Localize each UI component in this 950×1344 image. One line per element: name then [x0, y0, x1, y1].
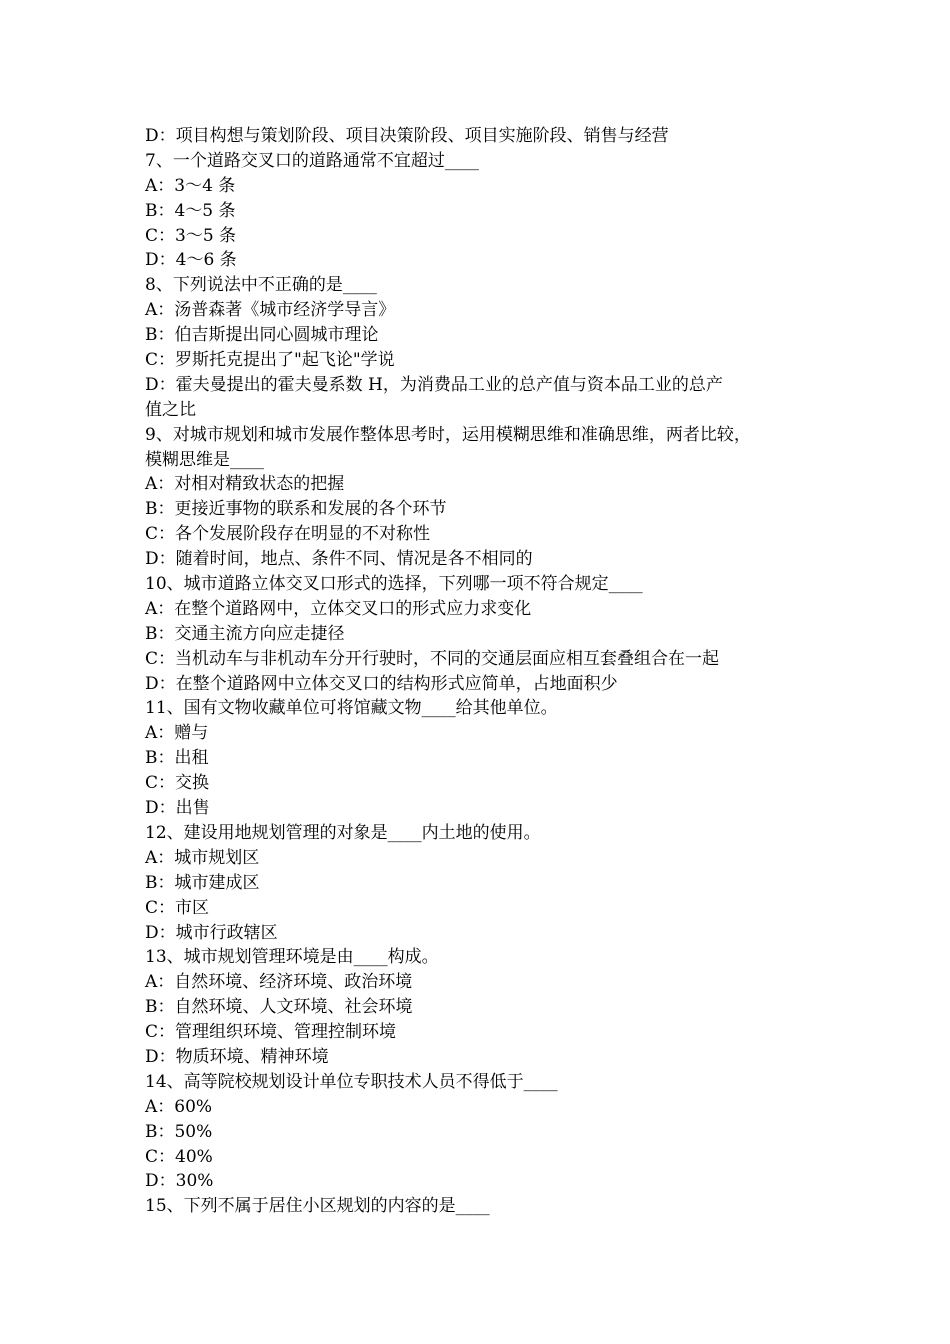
- option-a-q10: A：在整个道路网中，立体交叉口的形式应力求变化: [145, 598, 532, 619]
- option-d-q7: D：4～6 条: [145, 250, 237, 271]
- option-d-q11: D：出售: [145, 798, 210, 819]
- question-9: 9、对城市规划和城市发展作整体思考时，运用模糊思维和准确思维，两者比较，: [145, 424, 751, 445]
- option-a-q13: A：自然环境、经济环境、政治环境: [145, 972, 413, 993]
- option-d-q13: D：物质环境、精神环境: [145, 1046, 329, 1067]
- option-b-q7: B：4～5 条: [145, 200, 236, 221]
- option-a-q11: A：赠与: [145, 723, 209, 744]
- question-11: 11、国有文物收藏单位可将馆藏文物____给其他单位。: [145, 698, 558, 719]
- option-a-q12: A：城市规划区: [145, 847, 260, 868]
- option-a-q9: A：对相对精致状态的把握: [145, 474, 345, 495]
- option-d-q8-continued: 值之比: [145, 399, 196, 420]
- option-d-q6: D：项目构想与策划阶段、项目决策阶段、项目实施阶段、销售与经营: [145, 126, 669, 146]
- question-13: 13、城市规划管理环境是由____构成。: [145, 947, 439, 968]
- question-10: 10、城市道路立体交叉口形式的选择，下列哪一项不符合规定____: [145, 574, 643, 595]
- option-b-q8: B：伯吉斯提出同心圆城市理论: [145, 325, 379, 346]
- option-a-q8: A：汤普森著《城市经济学导言》: [145, 300, 396, 321]
- option-d-q14: D：30%: [145, 1171, 214, 1192]
- option-c-q8: C：罗斯托克提出了"起飞论"学说: [145, 350, 395, 371]
- option-b-q13: B：自然环境、人文环境、社会环境: [145, 997, 413, 1018]
- option-d-q12: D：城市行政辖区: [145, 922, 278, 943]
- option-a-q14: A：60%: [145, 1096, 213, 1117]
- option-c-q7: C：3～5 条: [145, 225, 237, 246]
- option-d-q8: D：霍夫曼提出的霍夫曼系数 H，为消费品工业的总产值与资本品工业的总产: [145, 374, 723, 395]
- question-14: 14、高等院校规划设计单位专职技术人员不得低于____: [145, 1071, 558, 1092]
- question-9-continued: 模糊思维是____: [145, 449, 264, 470]
- option-b-q10: B：交通主流方向应走捷径: [145, 623, 345, 644]
- option-c-q14: C：40%: [145, 1146, 213, 1167]
- option-c-q11: C：交换: [145, 773, 210, 794]
- option-d-q9: D：随着时间，地点、条件不同、情况是各不相同的: [145, 549, 533, 570]
- option-b-q11: B：出租: [145, 748, 209, 769]
- option-c-q10: C：当机动车与非机动车分开行驶时，不同的交通层面应相互套叠组合在一起: [145, 648, 720, 669]
- option-b-q14: B：50%: [145, 1121, 213, 1142]
- option-a-q7: A：3～4 条: [145, 175, 236, 196]
- option-b-q12: B：城市建成区: [145, 872, 260, 893]
- option-c-q9: C：各个发展阶段存在明显的不对称性: [145, 524, 431, 545]
- option-c-q13: C：管理组织环境、管理控制环境: [145, 1022, 397, 1043]
- question-7: 7、一个道路交叉口的道路通常不宜超过____: [145, 150, 479, 171]
- option-b-q9: B：更接近事物的联系和发展的各个环节: [145, 499, 447, 520]
- document-page: [145, 124, 835, 1219]
- option-c-q12: C：市区: [145, 897, 210, 918]
- option-d-q10: D：在整个道路网中立体交叉口的结构形式应简单，占地面积少: [145, 673, 618, 694]
- question-15: 15、下列不属于居住小区规划的内容的是____: [145, 1196, 490, 1217]
- question-8: 8、下列说法中不正确的是____: [145, 275, 377, 296]
- question-12: 12、建设用地规划管理的对象是____内土地的使用。: [145, 822, 541, 843]
